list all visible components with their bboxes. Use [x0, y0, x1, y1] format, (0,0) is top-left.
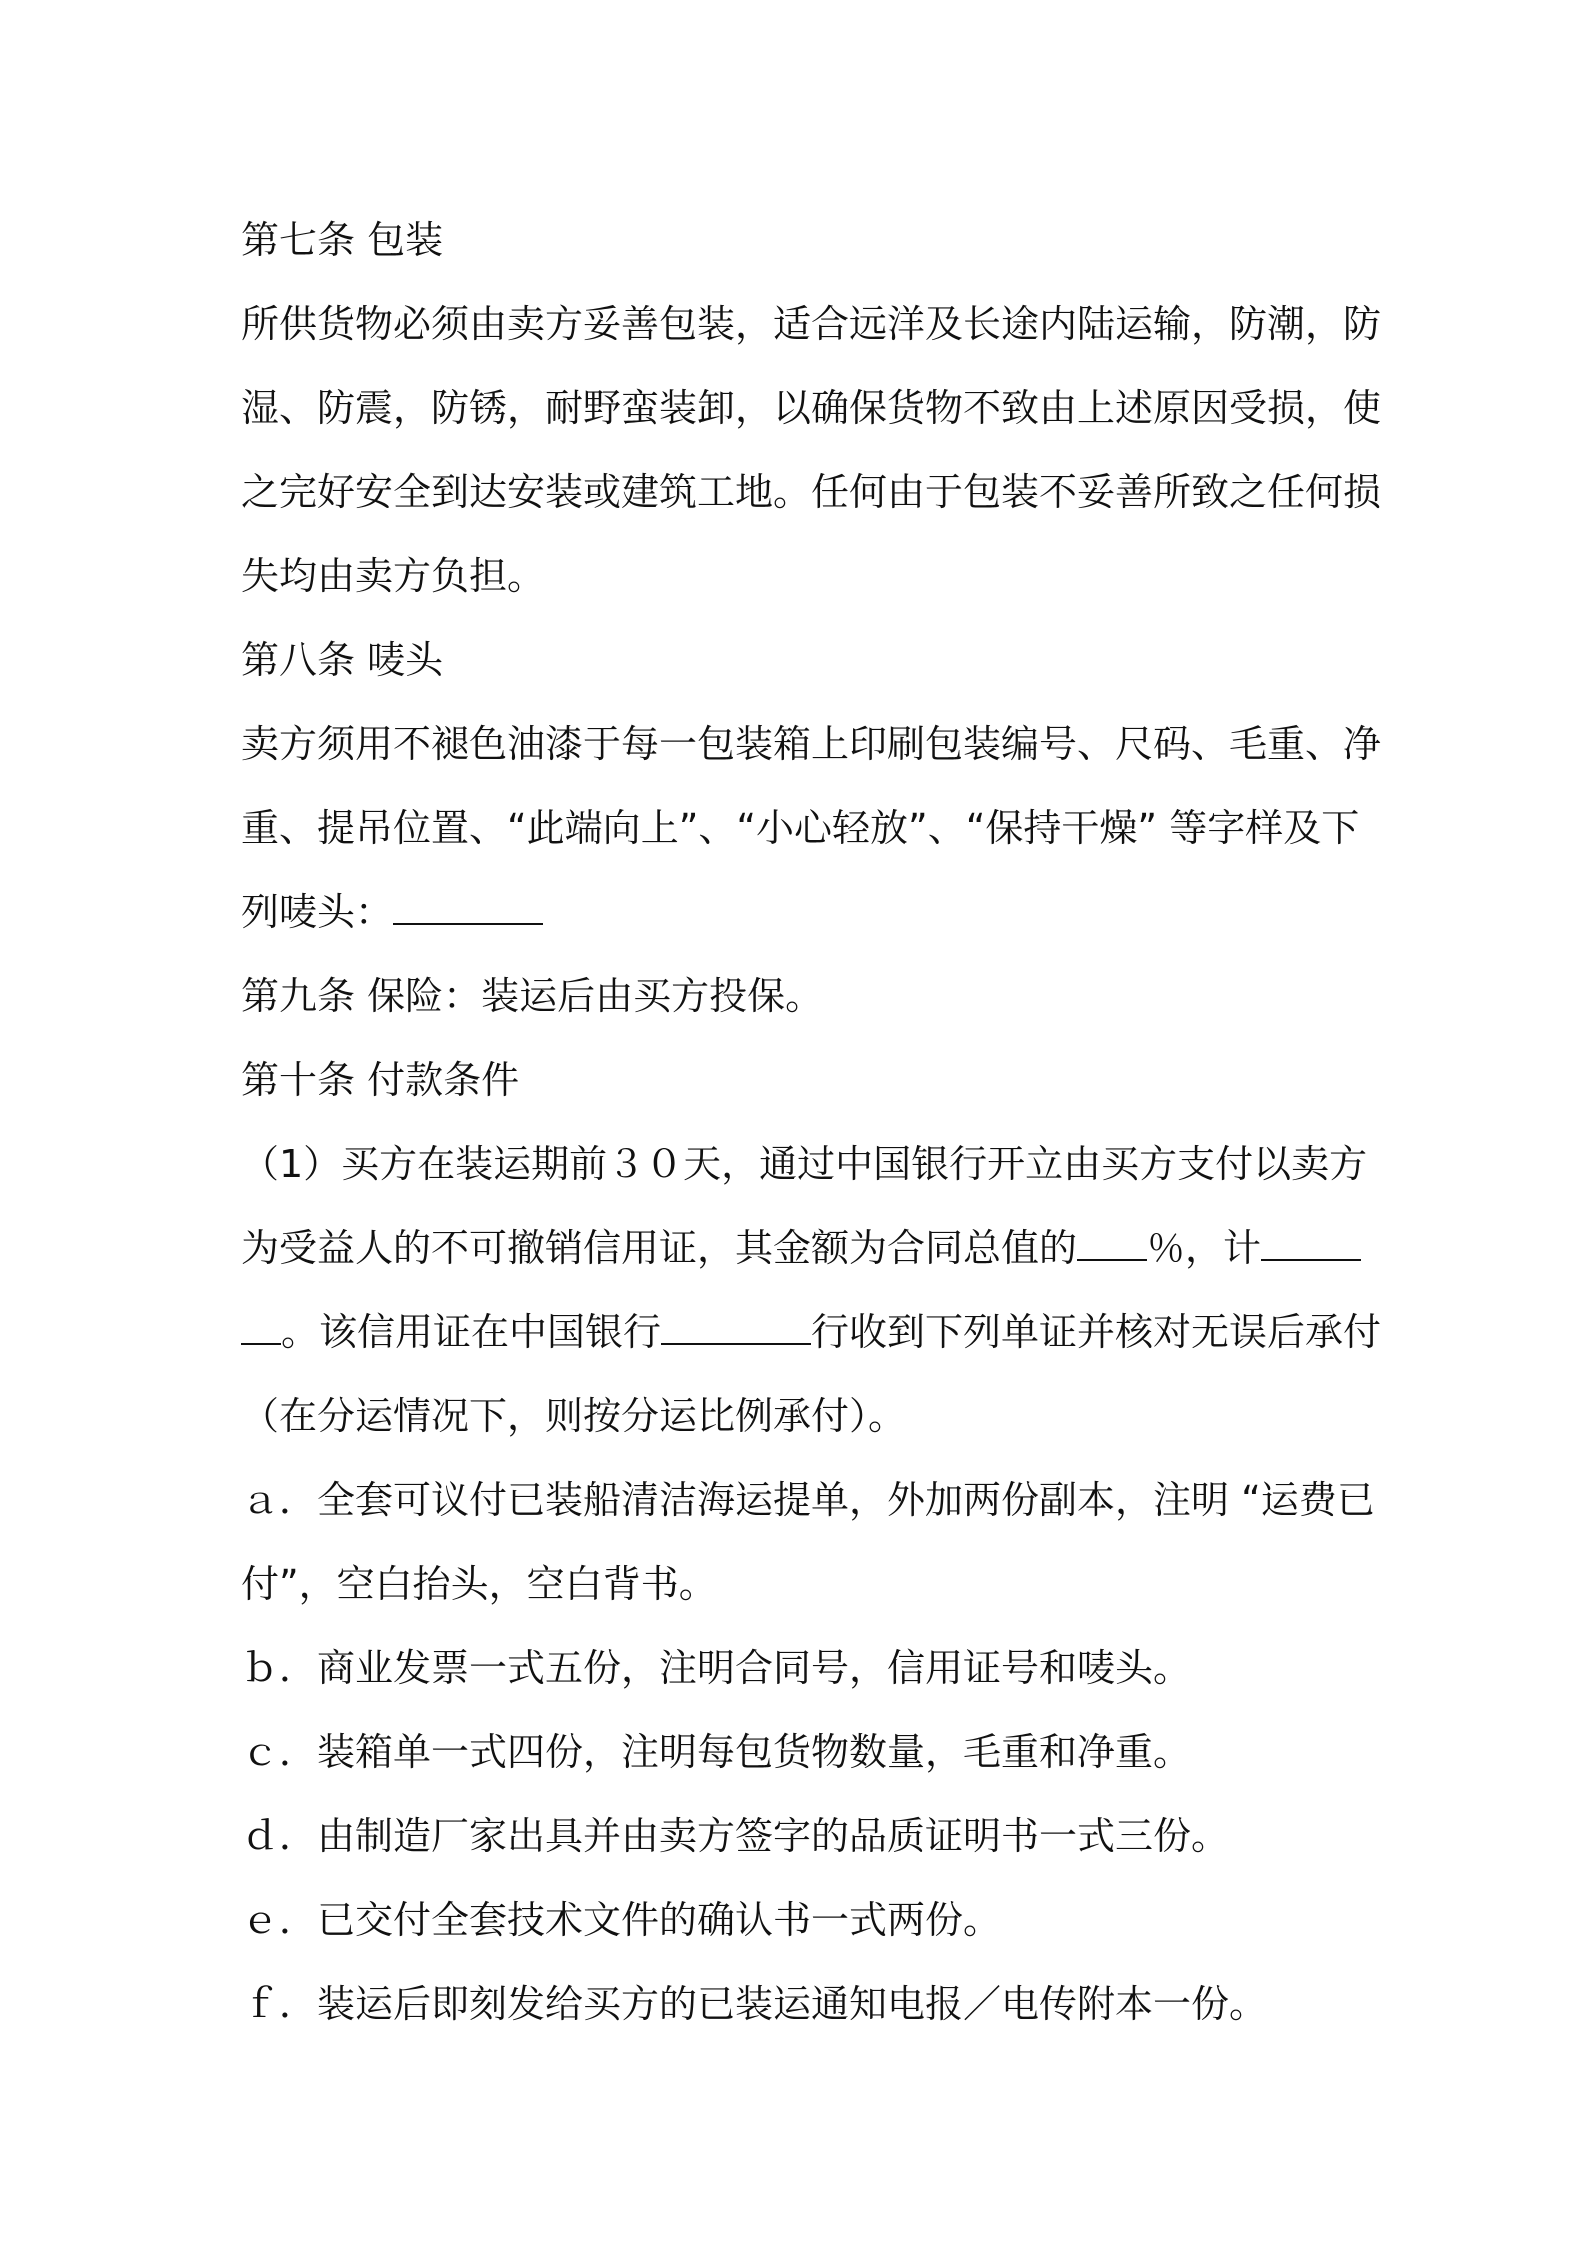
article-7-line-3: 之完好安全到达安装或建筑工地。任何由于包装不妥善所致之任何损 — [241, 470, 1382, 514]
document-item-b: ｂ．商业发票一式五份，注明合同号，信用证号和唛头。 — [241, 1646, 1192, 1690]
payment-text-c: 。该信用证在中国银行 — [281, 1310, 662, 1354]
shipping-mark-blank — [393, 893, 543, 925]
document-page — [241, 198, 1382, 2046]
article-7-heading: 第七条 包装 — [241, 218, 444, 262]
document-item-a-line-2: 付”，空白抬头，空白背书。 — [241, 1562, 717, 1606]
amount-blank — [1261, 1229, 1361, 1261]
document-item-a-line-1: ａ．全套可议付已装船清洁海运提单，外加两份副本，注明 “运费已 — [241, 1478, 1375, 1522]
article-8-line-3 — [241, 870, 1359, 954]
payment-para-line-1: （1）买方在装运期前３０天，通过中国银行开立由买方支付以卖方 — [241, 1142, 1368, 1186]
document-item-e: ｅ．已交付全套技术文件的确认书一式两份。 — [241, 1898, 1002, 1942]
article-7-line-4: 失均由卖方负担。 — [241, 554, 546, 598]
document-item-c: ｃ．装箱单一式四份，注明每包货物数量，毛重和净重。 — [241, 1730, 1192, 1774]
amount-blank-continued — [241, 1313, 281, 1345]
article-10-heading: 第十条 付款条件 — [241, 1058, 520, 1102]
payment-text-d: 行收到下列单证并核对无误后承付 — [811, 1310, 1382, 1354]
payment-text-a: 为受益人的不可撤销信用证，其金额为合同总值的 — [241, 1226, 1078, 1270]
article-7-line-2: 湿、防震，防锈，耐野蛮装卸，以确保货物不致由上述原因受损，使 — [241, 386, 1382, 430]
article-8-line-2: 重、提吊位置、“此端向上”、“小心轻放”、“保持干燥” 等字样及下 — [241, 806, 1360, 850]
payment-para-line-4: （在分运情况下，则按分运比例承付）。 — [241, 1394, 907, 1438]
document-item-f: ｆ．装运后即刻发给买方的已装运通知电报／电传附本一份。 — [241, 1982, 1268, 2026]
payment-para-line-3 — [241, 1290, 1382, 1374]
bank-branch-blank — [661, 1313, 811, 1345]
percent-blank — [1077, 1229, 1147, 1261]
article-9-heading: 第九条 保险：装运后由买方投保。 — [241, 974, 824, 1018]
payment-text-b: ％，计 — [1147, 1226, 1262, 1270]
article-7-line-1: 所供货物必须由卖方妥善包装，适合远洋及长途内陆运输，防潮，防 — [241, 302, 1382, 346]
shipping-mark-label: 列唛头： — [241, 890, 394, 934]
article-8-heading: 第八条 唛头 — [241, 638, 444, 682]
document-item-d: ｄ．由制造厂家出具并由卖方签字的品质证明书一式三份。 — [241, 1814, 1230, 1858]
payment-para-line-2 — [241, 1206, 1359, 1290]
article-8-line-1: 卖方须用不褪色油漆于每一包装箱上印刷包装编号、尺码、毛重、净 — [241, 722, 1382, 766]
